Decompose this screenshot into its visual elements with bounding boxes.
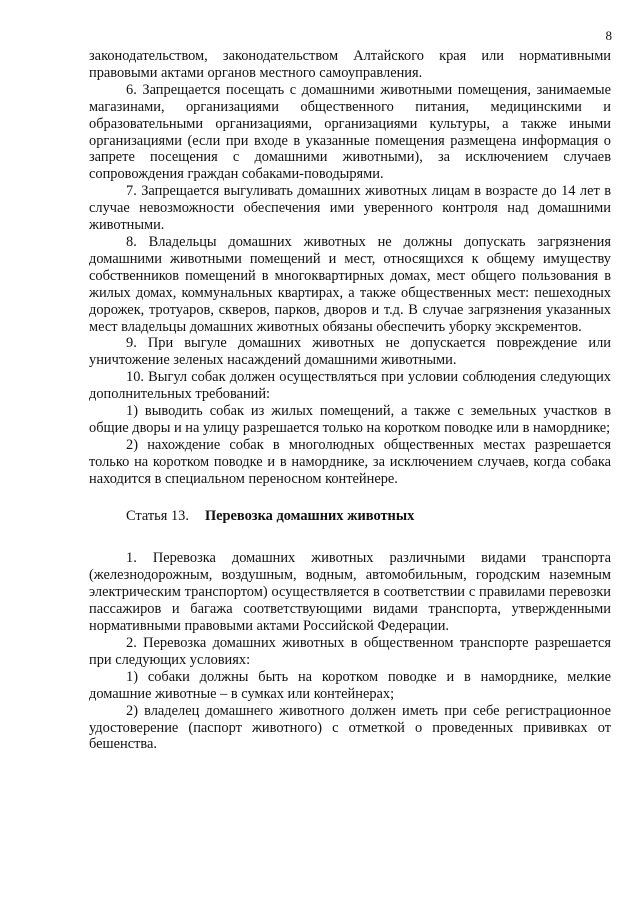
- paragraph: 6. Запрещается посещать с домашними животными помещения, занимаемые магазинами, организациями общественного питания, медицинскими и образовательными организациями, организациями культуры, а также иными организациями (если при входе в указанные помещения размещена информация о запрете посещения с домашними животными), за исключением случаев сопровождения граждан собаками-поводырями.: [89, 81, 611, 183]
- article-heading: [89, 508, 611, 525]
- paragraph: 9. При выгуле домашних животных не допускается повреждение или уничтожение зеленых насаждений домашними животными.: [89, 335, 611, 369]
- paragraph: 2. Перевозка домашних животных в общественном транспорте разрешается при следующих условиях:: [89, 635, 611, 668]
- document-body: [89, 48, 611, 753]
- paragraph: законодательством, законодательством Алтайского края или нормативными правовыми актами органов местного самоуправления.: [89, 48, 611, 81]
- paragraph: 10. Выгул собак должен осуществляться при условии соблюдения следующих дополнительных требований:: [89, 369, 611, 403]
- paragraph: 7. Запрещается выгуливать домашних животных лицам в возрасте до 14 лет в случае невозможности обеспечения ими уверенного контроля над домашними животными.: [89, 183, 611, 234]
- paragraph: 2) владелец домашнего животного должен иметь при себе регистрационное удостоверение (паспорт животного) с отметкой о проведенных прививках от бешенства.: [89, 702, 611, 753]
- article-title: Перевозка домашних животных: [204, 507, 415, 524]
- paragraph: 8. Владельцы домашних животных не должны допускать загрязнения домашними животными помещений и мест, относящихся к общему имуществу собственников помещений в многоквартирных домах, мест общего пользования в жилых домах, коммунальных квартирах, а также общественных мест: пешеходных дорожек, тротуаров, скверов, парков, дворов и т.д. В случае загрязнения указанных мест владельцы домашних животных обязаны обеспечить уборку экскрементов.: [89, 233, 611, 335]
- paragraph: 1) собаки должны быть на коротком поводке и в наморднике, мелкие домашние животные – в сумках или контейнерах;: [89, 668, 611, 702]
- paragraph: 1) выводить собак из жилых помещений, а также с земельных участков в общие дворы и на улицу разрешается только на коротком поводке или в наморднике;: [89, 403, 611, 436]
- page-number: 8: [605, 28, 612, 43]
- article-number: Статья 13.: [126, 507, 189, 524]
- paragraph: 1. Перевозка домашних животных различными видами транспорта (железнодорожным, воздушным, водным, автомобильным, городским наземным электрическим транспортом) осуществляется в соответствии с правилами перевозки пассажиров и багажа соответствующими видами транспорта, утвержденными нормативными правовыми актами Российской Федерации.: [89, 550, 611, 635]
- paragraph: 2) нахождение собак в многолюдных общественных местах разрешается только на коротком поводке и в наморднике, за исключением случаев, когда собака находится в специальном переносном контейнере.: [89, 436, 611, 487]
- section-top: [89, 48, 611, 488]
- section-bottom: [89, 550, 611, 753]
